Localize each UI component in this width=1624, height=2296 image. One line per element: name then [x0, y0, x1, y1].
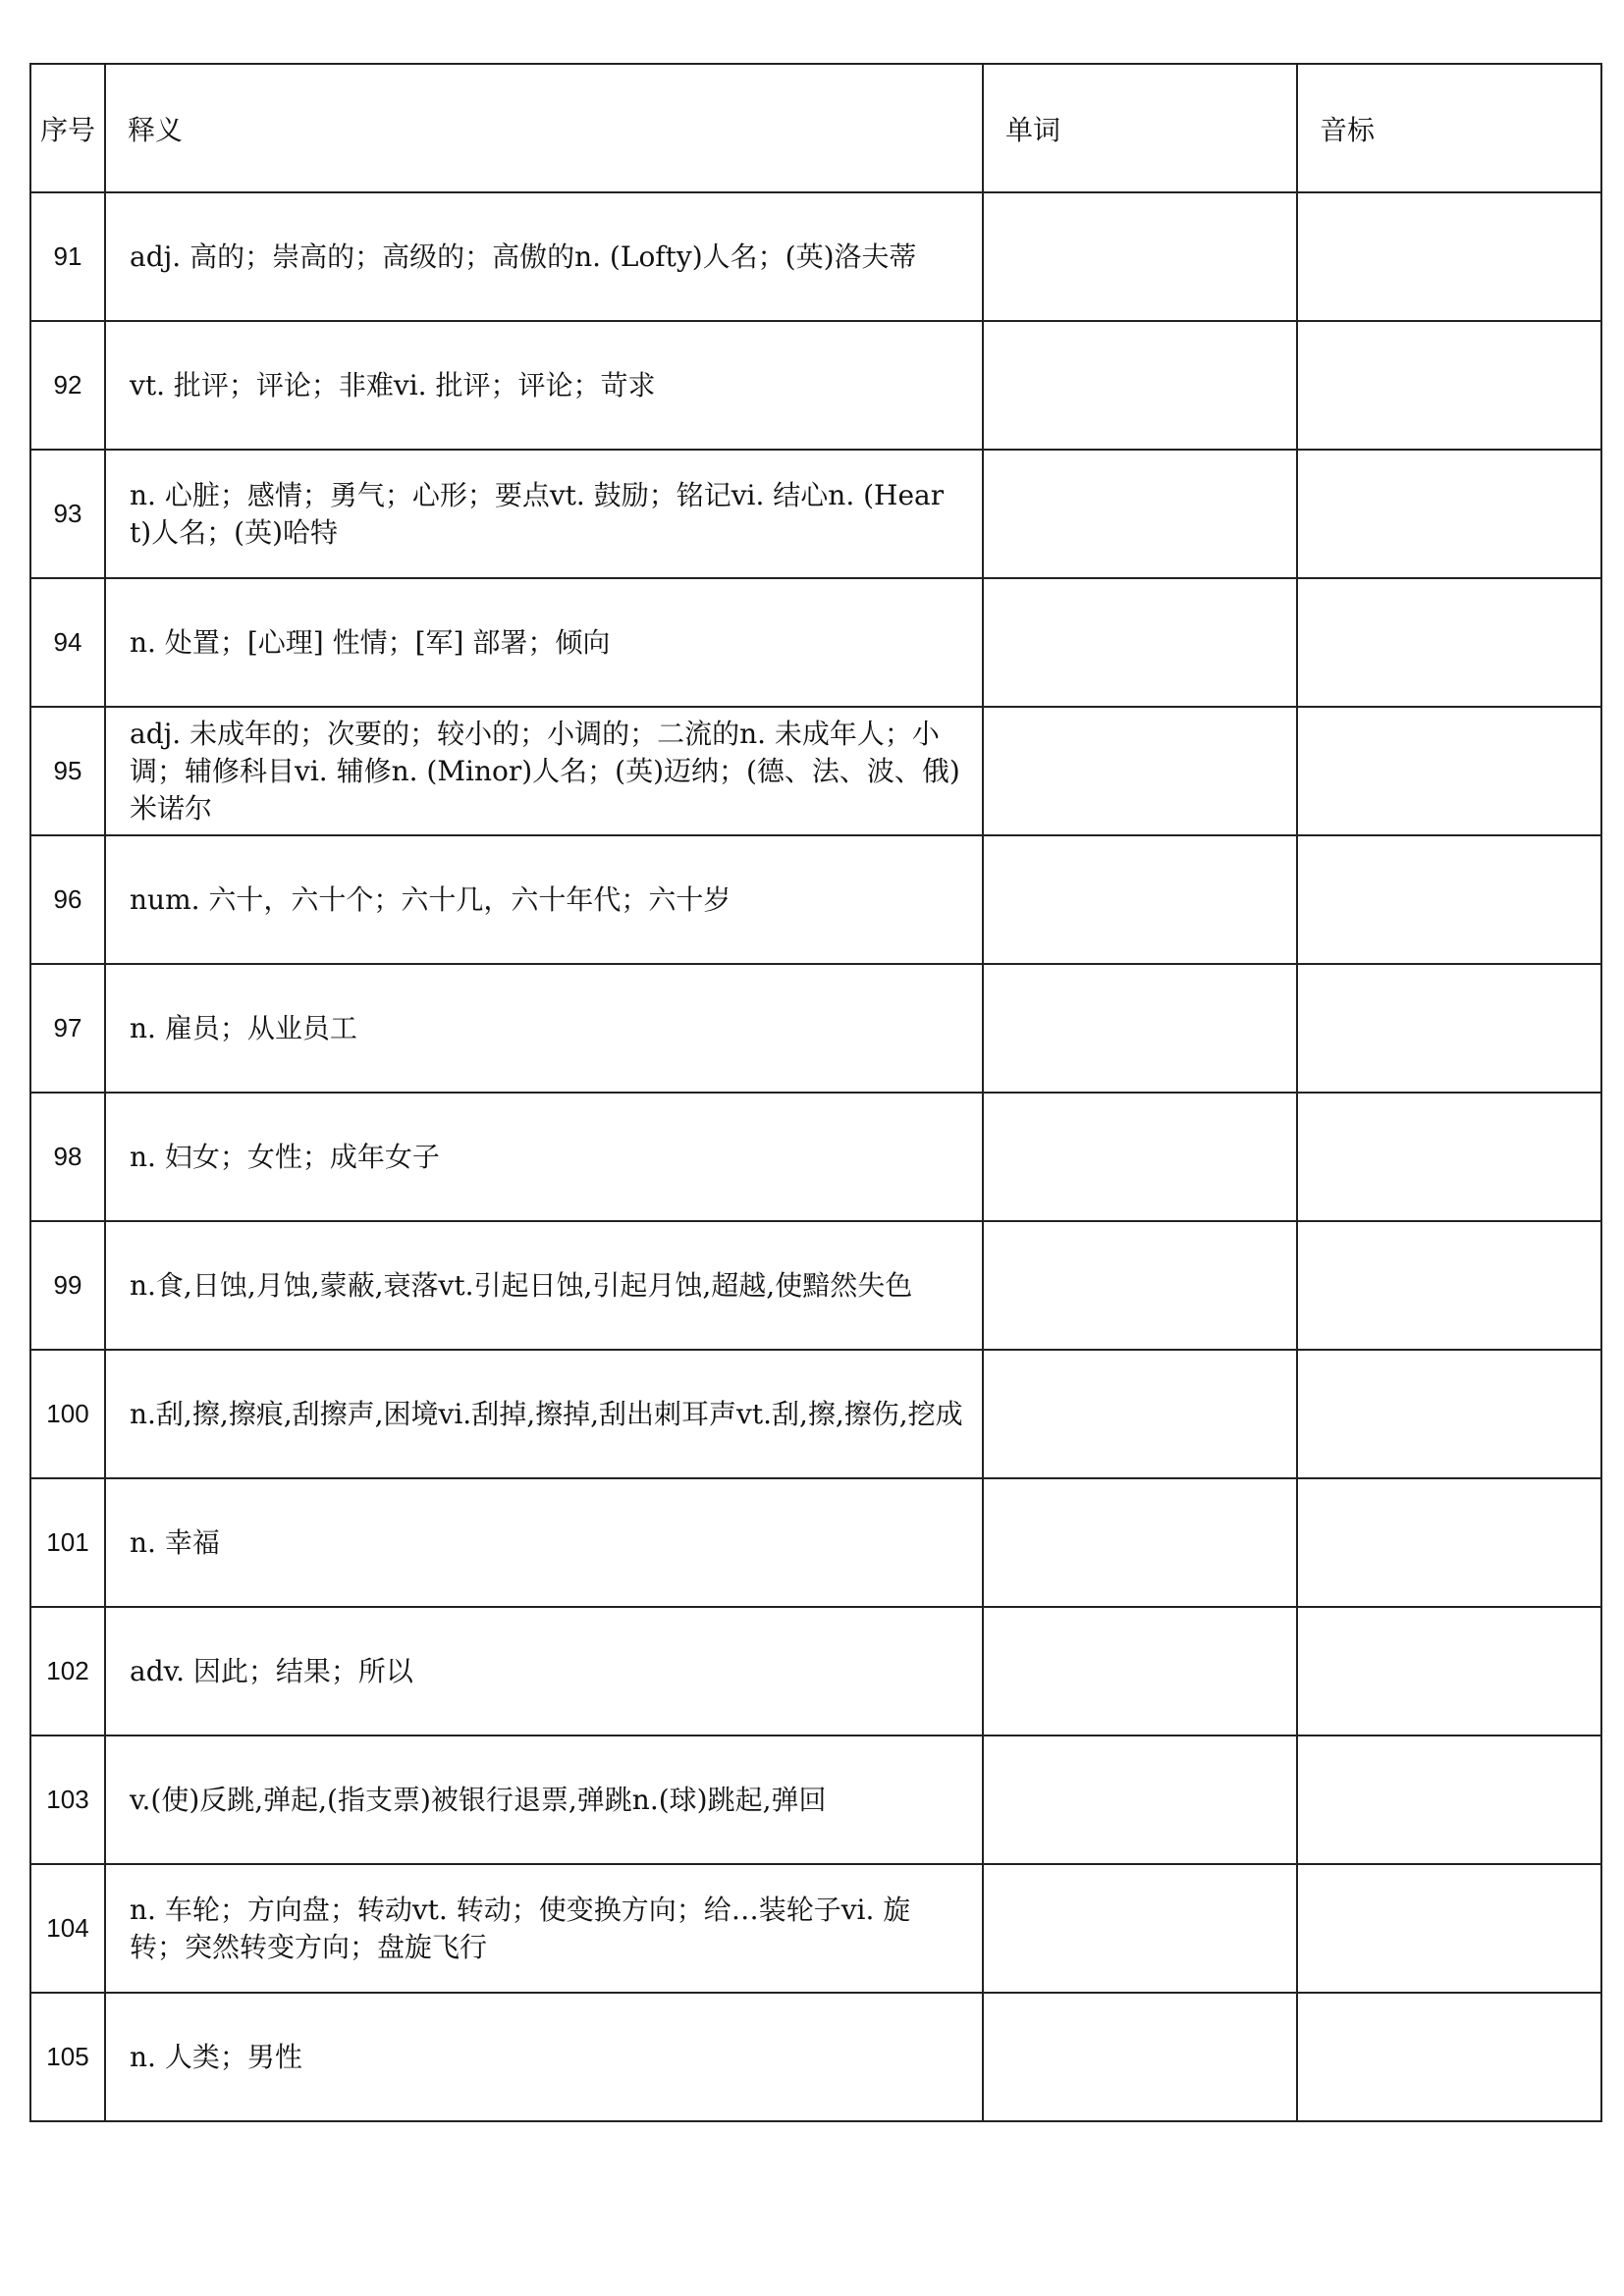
row-word-blank[interactable] [983, 1478, 1297, 1607]
row-phonetic-blank[interactable] [1297, 835, 1601, 964]
row-phonetic-blank[interactable] [1297, 1478, 1601, 1607]
row-definition: n.食,日蚀,月蚀,蒙蔽,衰落vt.引起日蚀,引起月蚀,超越,使黯然失色 [105, 1221, 983, 1350]
table-row [30, 450, 1601, 578]
row-phonetic-blank[interactable] [1297, 1993, 1601, 2121]
row-word-blank[interactable] [983, 1221, 1297, 1350]
row-phonetic-blank[interactable] [1297, 1735, 1601, 1864]
row-number: 95 [30, 707, 105, 835]
row-word-blank[interactable] [983, 1993, 1297, 2121]
header-definition: 释义 [105, 64, 983, 192]
header-number: 序号 [30, 64, 105, 192]
row-word-blank[interactable] [983, 1735, 1297, 1864]
table-row [30, 1350, 1601, 1478]
row-number: 101 [30, 1478, 105, 1607]
row-phonetic-blank[interactable] [1297, 1093, 1601, 1221]
row-phonetic-blank[interactable] [1297, 707, 1601, 835]
row-definition: adj. 未成年的；次要的；较小的；小调的；二流的n. 未成年人；小调；辅修科目vi. 辅修n. (Minor)人名；(英)迈纳；(德、法、波、俄)米诺尔 [105, 707, 983, 835]
row-number: 94 [30, 578, 105, 707]
row-number: 98 [30, 1093, 105, 1221]
row-definition: n. 妇女；女性；成年女子 [105, 1093, 983, 1221]
row-word-blank[interactable] [983, 835, 1297, 964]
row-word-blank[interactable] [983, 1350, 1297, 1478]
row-definition: n. 处置；[心理] 性情；[军] 部署；倾向 [105, 578, 983, 707]
row-phonetic-blank[interactable] [1297, 1221, 1601, 1350]
row-definition: adj. 高的；崇高的；高级的；高傲的n. (Lofty)人名；(英)洛夫蒂 [105, 192, 983, 321]
row-number: 104 [30, 1864, 105, 1993]
row-definition: n. 心脏；感情；勇气；心形；要点vt. 鼓励；铭记vi. 结心n. (Heart)人名；(英)哈特 [105, 450, 983, 578]
row-number: 91 [30, 192, 105, 321]
table-row [30, 1607, 1601, 1735]
row-definition: vt. 批评；评论；非难vi. 批评；评论；苛求 [105, 321, 983, 450]
row-word-blank[interactable] [983, 1093, 1297, 1221]
row-definition: n. 雇员；从业员工 [105, 964, 983, 1093]
row-word-blank[interactable] [983, 450, 1297, 578]
row-number: 93 [30, 450, 105, 578]
row-phonetic-blank[interactable] [1297, 1864, 1601, 1993]
header-phonetic: 音标 [1297, 64, 1601, 192]
table-row [30, 321, 1601, 450]
table-row [30, 707, 1601, 835]
table-row [30, 192, 1601, 321]
table-row [30, 1735, 1601, 1864]
row-number: 97 [30, 964, 105, 1093]
row-phonetic-blank[interactable] [1297, 1350, 1601, 1478]
row-definition: v.(使)反跳,弹起,(指支票)被银行退票,弹跳n.(球)跳起,弹回 [105, 1735, 983, 1864]
row-word-blank[interactable] [983, 1864, 1297, 1993]
table-row [30, 835, 1601, 964]
row-phonetic-blank[interactable] [1297, 192, 1601, 321]
row-phonetic-blank[interactable] [1297, 321, 1601, 450]
table-row [30, 578, 1601, 707]
row-definition: adv. 因此；结果；所以 [105, 1607, 983, 1735]
table-row [30, 1478, 1601, 1607]
row-phonetic-blank[interactable] [1297, 1607, 1601, 1735]
row-number: 92 [30, 321, 105, 450]
row-number: 96 [30, 835, 105, 964]
row-number: 103 [30, 1735, 105, 1864]
row-number: 105 [30, 1993, 105, 2121]
row-number: 99 [30, 1221, 105, 1350]
table-row [30, 1221, 1601, 1350]
row-definition: n.刮,擦,擦痕,刮擦声,困境vi.刮掉,擦掉,刮出刺耳声vt.刮,擦,擦伤,挖成 [105, 1350, 983, 1478]
row-word-blank[interactable] [983, 964, 1297, 1093]
row-definition: n. 车轮；方向盘；转动vt. 转动；使变换方向；给…装轮子vi. 旋转；突然转变方向；盘旋飞行 [105, 1864, 983, 1993]
row-definition: n. 幸福 [105, 1478, 983, 1607]
table-row [30, 1093, 1601, 1221]
row-definition: num. 六十，六十个；六十几，六十年代；六十岁 [105, 835, 983, 964]
header-word: 单词 [983, 64, 1297, 192]
row-word-blank[interactable] [983, 321, 1297, 450]
table-body [30, 192, 1601, 2121]
row-word-blank[interactable] [983, 578, 1297, 707]
row-word-blank[interactable] [983, 192, 1297, 321]
row-number: 102 [30, 1607, 105, 1735]
row-number: 100 [30, 1350, 105, 1478]
row-phonetic-blank[interactable] [1297, 450, 1601, 578]
table-row [30, 1864, 1601, 1993]
row-phonetic-blank[interactable] [1297, 578, 1601, 707]
row-word-blank[interactable] [983, 707, 1297, 835]
table-row [30, 964, 1601, 1093]
header-row [30, 64, 1601, 192]
vocabulary-table [29, 63, 1602, 2122]
row-phonetic-blank[interactable] [1297, 964, 1601, 1093]
row-word-blank[interactable] [983, 1607, 1297, 1735]
table-row [30, 1993, 1601, 2121]
row-definition: n. 人类；男性 [105, 1993, 983, 2121]
